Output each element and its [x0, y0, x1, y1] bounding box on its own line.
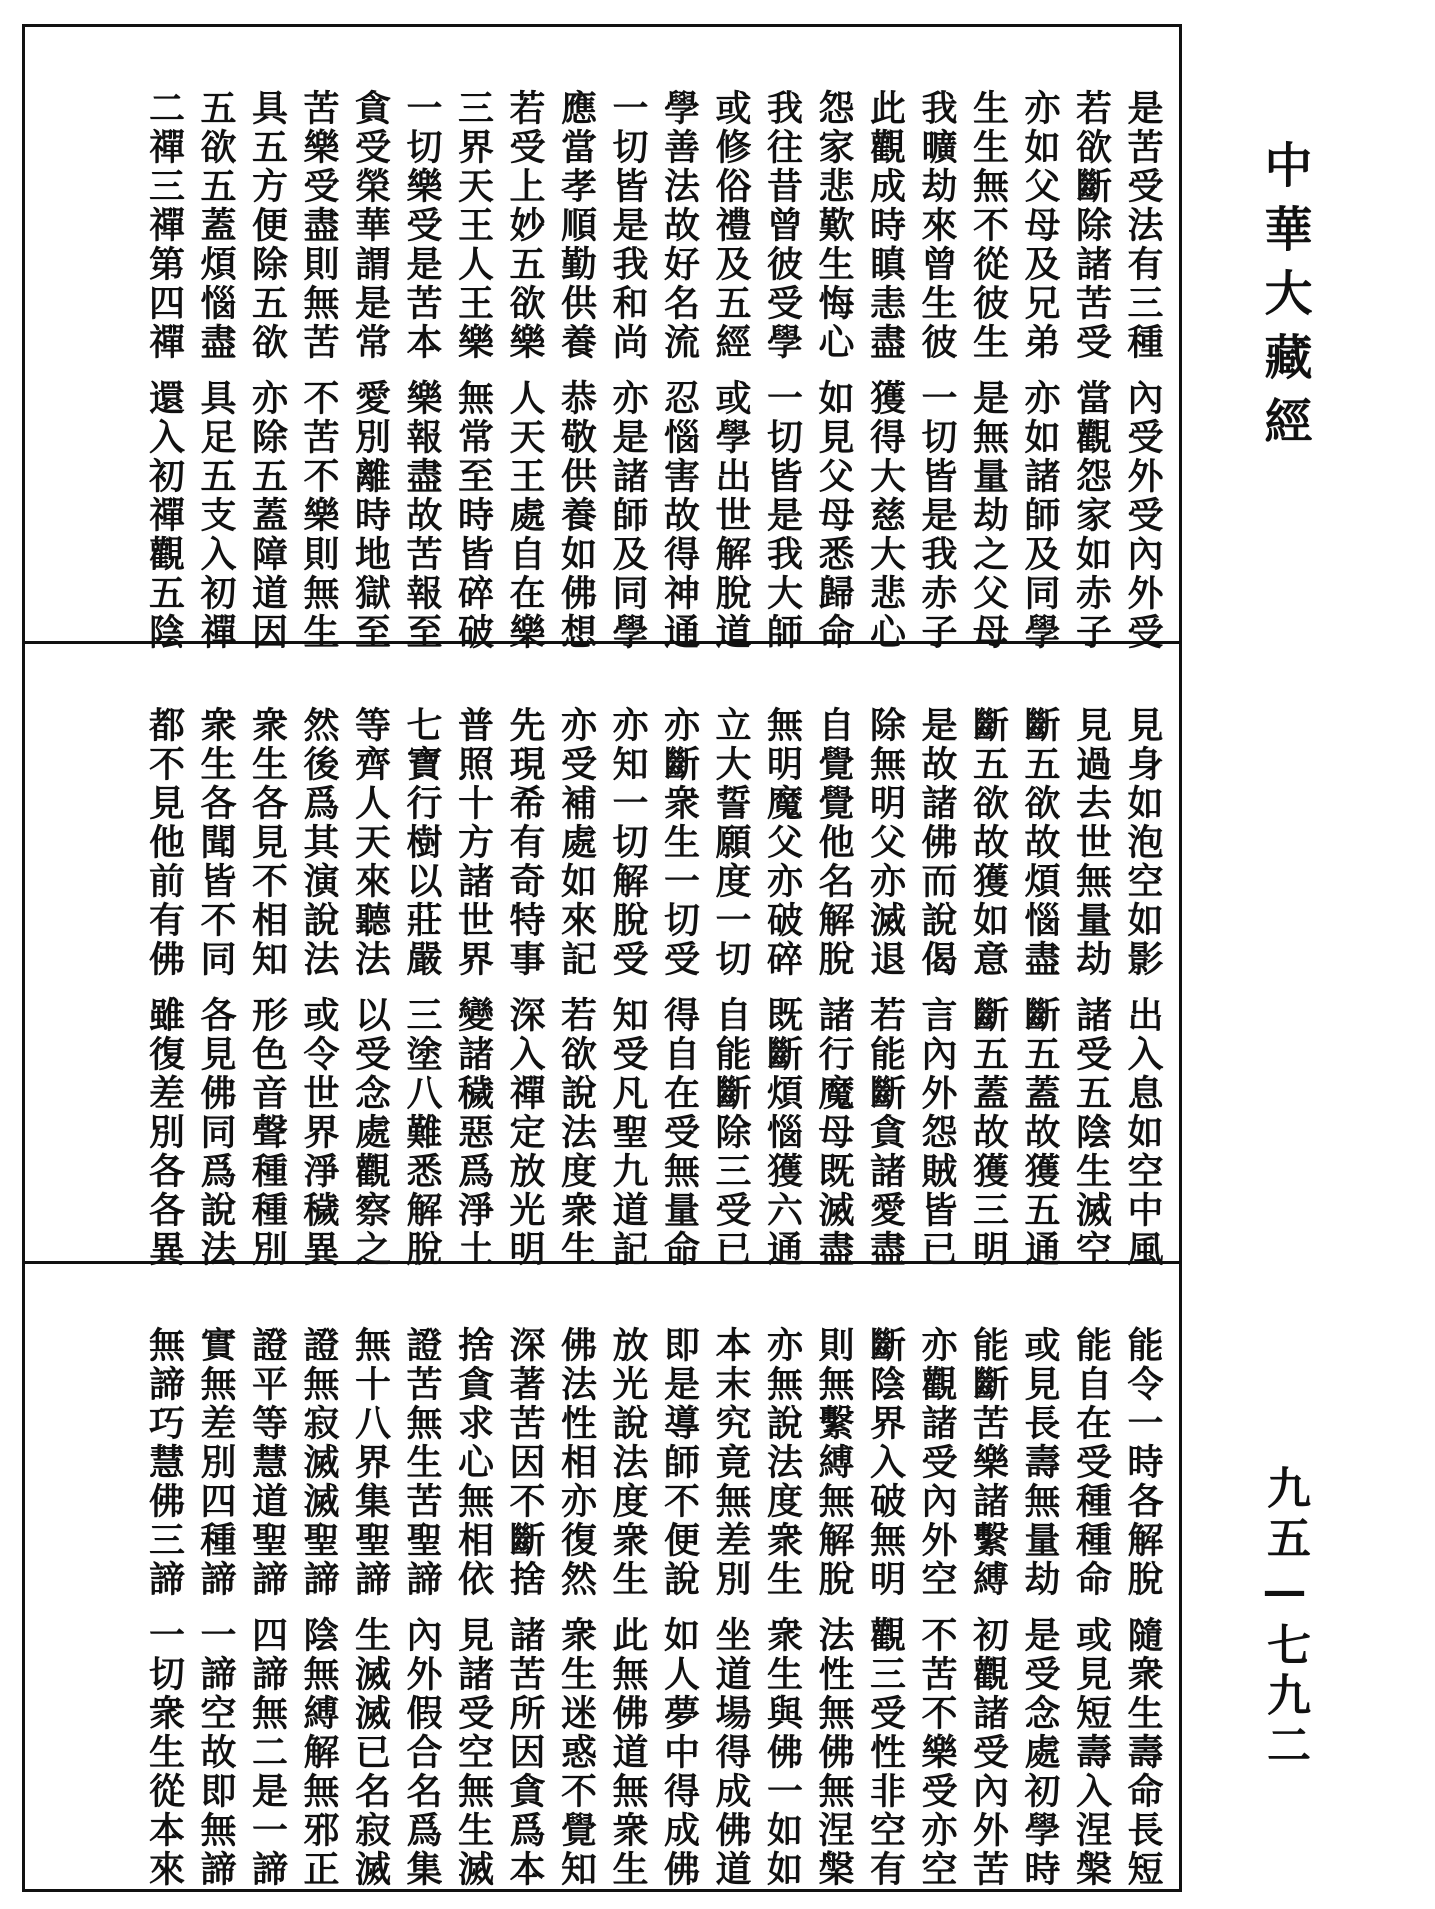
- verse-line-top: 若受上妙五欲樂: [504, 89, 546, 362]
- verse-line-bottom: 陰無縛解無邪正: [298, 1616, 340, 1889]
- verse-line-bottom: 內受外受內外受: [1122, 379, 1164, 652]
- verse-line-top: 證苦無生苦聖諦: [401, 1326, 443, 1599]
- verse-line-top: 或修俗禮及五經: [710, 89, 752, 362]
- verse-line-top: 證無寂滅滅聖諦: [298, 1326, 340, 1599]
- sutra-collection-title: 中華大藏經: [1256, 140, 1312, 460]
- verse-line-bottom: 無常至時皆碎破: [452, 379, 495, 652]
- verse-line-top: 斷陰界入破無明: [864, 1326, 907, 1599]
- verse-line-bottom: 內外假合名爲集: [401, 1616, 443, 1889]
- verse-line-top: 無十八界集聖諦: [349, 1326, 392, 1599]
- verse-line-bottom: 變諸穢惡爲淨土: [452, 996, 495, 1269]
- verse-line-bottom: 一切皆是我赤子: [916, 379, 958, 652]
- verse-line-bottom: 是無量劫之父母: [967, 379, 1010, 652]
- verse-line-top: 亦受補處如來記: [555, 706, 598, 979]
- verse-line-bottom: 獲得大慈大悲心: [864, 379, 907, 652]
- verse-line-top: 能斷苦樂諸繫縛: [967, 1326, 1010, 1599]
- verse-line-bottom: 言內外怨賊皆已: [916, 996, 958, 1269]
- verse-line-top: 苦樂受盡則無苦: [298, 89, 340, 362]
- verse-line-top: 一切皆是我和尚: [607, 89, 649, 362]
- verse-line-bottom: 形色音聲種種別: [246, 996, 289, 1269]
- verse-line-bottom: 諸受五陰生滅空: [1070, 996, 1113, 1269]
- verse-line-top: 衆生各見不相知: [246, 706, 289, 979]
- verse-line-top: 見過去世無量劫: [1070, 706, 1113, 979]
- verse-line-top: 亦觀諸受內外空: [916, 1326, 958, 1599]
- verse-line-top: 本末究竟無差別: [710, 1326, 752, 1599]
- verse-line-top: 能令一時各解脫: [1122, 1326, 1164, 1599]
- page-frame: [22, 24, 1182, 1892]
- verse-line-bottom: 還入初禪觀五陰: [143, 379, 186, 652]
- verse-line-bottom: 諸苦所因貪爲本: [504, 1616, 546, 1889]
- verse-line-top: 亦如父母及兄弟: [1019, 89, 1061, 362]
- verse-line-top: 即是導師不便說: [658, 1326, 701, 1599]
- verse-line-top: 或見長壽無量劫: [1019, 1326, 1061, 1599]
- verse-line-top: 一切樂受是苦本: [401, 89, 443, 362]
- verse-line-bottom: 三塗八難悉解脫: [401, 996, 443, 1269]
- verse-line-bottom: 不苦不樂則無生: [298, 379, 340, 652]
- verse-line-top: 然後爲其演說法: [298, 706, 340, 979]
- verse-line-bottom: 恭敬供養如佛想: [555, 379, 598, 652]
- verse-line-bottom: 若能斷貪諸愛盡: [864, 996, 907, 1269]
- verse-line-top: 怨家悲歎生悔心: [813, 89, 855, 362]
- verse-line-bottom: 隨衆生壽命長短: [1122, 1616, 1164, 1889]
- verse-line-top: 捨貪求心無相依: [452, 1326, 495, 1599]
- verse-line-bottom: 自能斷除三受已: [710, 996, 752, 1269]
- verse-line-bottom: 一諦空故即無諦: [195, 1616, 237, 1889]
- verse-line-top: 見身如泡空如影: [1122, 706, 1164, 979]
- verse-line-bottom: 斷五蓋故獲三明: [967, 996, 1010, 1269]
- verse-line-top: 證平等慧道聖諦: [246, 1326, 289, 1599]
- verse-line-top: 亦知一切解脫受: [607, 706, 649, 979]
- verse-line-bottom: 出入息如空中風: [1122, 996, 1164, 1269]
- verse-line-bottom: 若欲說法度衆生: [555, 996, 598, 1269]
- text-panel-2: [25, 644, 1179, 1269]
- verse-line-bottom: 斷五蓋故獲五通: [1019, 996, 1061, 1269]
- verse-line-top: 此觀成時瞋恚盡: [864, 89, 907, 362]
- verse-line-bottom: 諸行魔母既滅盡: [813, 996, 855, 1269]
- verse-line-top: 等齊人天來聽法: [349, 706, 392, 979]
- verse-line-bottom: 四諦無二是一諦: [246, 1616, 289, 1889]
- verse-line-bottom: 不苦不樂受亦空: [916, 1616, 958, 1889]
- verse-line-top: 除無明父亦滅退: [864, 706, 907, 979]
- verse-line-bottom: 坐道場得成佛道: [710, 1616, 752, 1889]
- verse-line-bottom: 既斷煩惱獲六通: [761, 996, 804, 1269]
- verse-line-bottom: 忍惱害故得神通: [658, 379, 701, 652]
- verse-line-top: 具五方便除五欲: [246, 89, 289, 362]
- verse-line-bottom: 得自在受無量命: [658, 996, 701, 1269]
- verse-line-bottom: 或學出世解脫道: [710, 379, 752, 652]
- verse-line-bottom: 具足五支入初禪: [195, 379, 237, 652]
- verse-line-bottom: 見諸受空無生滅: [452, 1616, 495, 1889]
- verse-line-top: 是故諸佛而說偈: [916, 706, 958, 979]
- verse-line-top: 應當孝順勤供養: [555, 89, 598, 362]
- verse-line-bottom: 初觀諸受內外苦: [967, 1616, 1010, 1889]
- verse-line-top: 實無差別四種諦: [195, 1326, 237, 1599]
- verse-line-top: 放光說法度衆生: [607, 1326, 649, 1599]
- verse-line-top: 斷五欲故煩惱盡: [1019, 706, 1061, 979]
- verse-line-top: 則無繫縛無解脫: [813, 1326, 855, 1599]
- verse-line-top: 衆生各聞皆不同: [195, 706, 237, 979]
- verse-line-top: 三界天王人王樂: [452, 89, 495, 362]
- verse-line-top: 斷五欲故獲如意: [967, 706, 1010, 979]
- verse-line-bottom: 以受念處觀察之: [349, 996, 392, 1269]
- verse-line-top: 能自在受種種命: [1070, 1326, 1113, 1599]
- verse-line-bottom: 或見短壽入涅槃: [1070, 1616, 1113, 1889]
- verse-line-top: 七寶行樹以莊嚴: [401, 706, 443, 979]
- verse-line-bottom: 亦如諸師及同學: [1019, 379, 1061, 652]
- verse-line-top: 自覺覺他名解脫: [813, 706, 855, 979]
- verse-line-top: 亦無說法度衆生: [761, 1326, 804, 1599]
- verse-line-bottom: 觀三受性非空有: [864, 1616, 907, 1889]
- verse-line-top: 無明魔父亦破碎: [761, 706, 804, 979]
- verse-line-bottom: 法性無佛無涅槃: [813, 1616, 855, 1889]
- verse-line-bottom: 各見佛同爲說法: [195, 996, 237, 1269]
- verse-line-bottom: 衆生迷惑不覺知: [555, 1616, 598, 1889]
- verse-line-bottom: 亦除五蓋障道因: [246, 379, 289, 652]
- verse-line-bottom: 或令世界淨穢異: [298, 996, 340, 1269]
- verse-line-bottom: 一切衆生從本來: [143, 1616, 186, 1889]
- verse-line-top: 貪受榮華謂是常: [349, 89, 392, 362]
- verse-line-top: 都不見他前有佛: [143, 706, 186, 979]
- verse-line-bottom: 一切皆是我大師: [761, 379, 804, 652]
- text-panel-3: [25, 1264, 1179, 1889]
- verse-line-top: 學善法故好名流: [658, 89, 701, 362]
- verse-line-top: 亦斷衆生一切受: [658, 706, 701, 979]
- verse-line-bottom: 深入禪定放光明: [504, 996, 546, 1269]
- verse-line-top: 是苦受法有三種: [1122, 89, 1164, 362]
- verse-line-bottom: 衆生與佛一如如: [761, 1616, 804, 1889]
- verse-line-bottom: 生滅滅已名寂滅: [349, 1616, 392, 1889]
- verse-line-bottom: 如人夢中得成佛: [658, 1616, 701, 1889]
- verse-line-top: 先現希有奇特事: [504, 706, 546, 979]
- page-number: 九五—七九二: [1259, 1465, 1310, 1772]
- verse-line-top: 普照十方諸世界: [452, 706, 495, 979]
- verse-line-bottom: 人天王處自在樂: [504, 379, 546, 652]
- verse-line-top: 無諦巧慧佛三諦: [143, 1326, 186, 1599]
- verse-line-bottom: 愛別離時地獄至: [349, 379, 392, 652]
- verse-line-bottom: 如見父母悉歸命: [813, 379, 855, 652]
- verse-line-top: 我曠劫來曾生彼: [916, 89, 958, 362]
- verse-line-top: 生生無不從彼生: [967, 89, 1010, 362]
- verse-line-bottom: 亦是諸師及同學: [607, 379, 649, 652]
- verse-line-top: 若欲斷除諸苦受: [1070, 89, 1113, 362]
- verse-line-bottom: 是受念處初學時: [1019, 1616, 1061, 1889]
- verse-line-bottom: 此無佛道無衆生: [607, 1616, 649, 1889]
- verse-line-bottom: 知受凡聖九道記: [607, 996, 649, 1269]
- verse-line-bottom: 雖復差別各各異: [143, 996, 186, 1269]
- verse-line-top: 深著苦因不斷捨: [504, 1326, 546, 1599]
- verse-line-top: 五欲五蓋煩惱盡: [195, 89, 237, 362]
- verse-line-top: 我往昔曾彼受學: [761, 89, 804, 362]
- text-panel-1: [25, 27, 1179, 652]
- verse-line-bottom: 樂報盡故苦報至: [401, 379, 443, 652]
- verse-line-top: 二禪三禪第四禪: [143, 89, 186, 362]
- verse-line-top: 佛法性相亦復然: [555, 1326, 598, 1599]
- verse-line-bottom: 當觀怨家如赤子: [1070, 379, 1113, 652]
- verse-line-top: 立大誓願度一切: [710, 706, 752, 979]
